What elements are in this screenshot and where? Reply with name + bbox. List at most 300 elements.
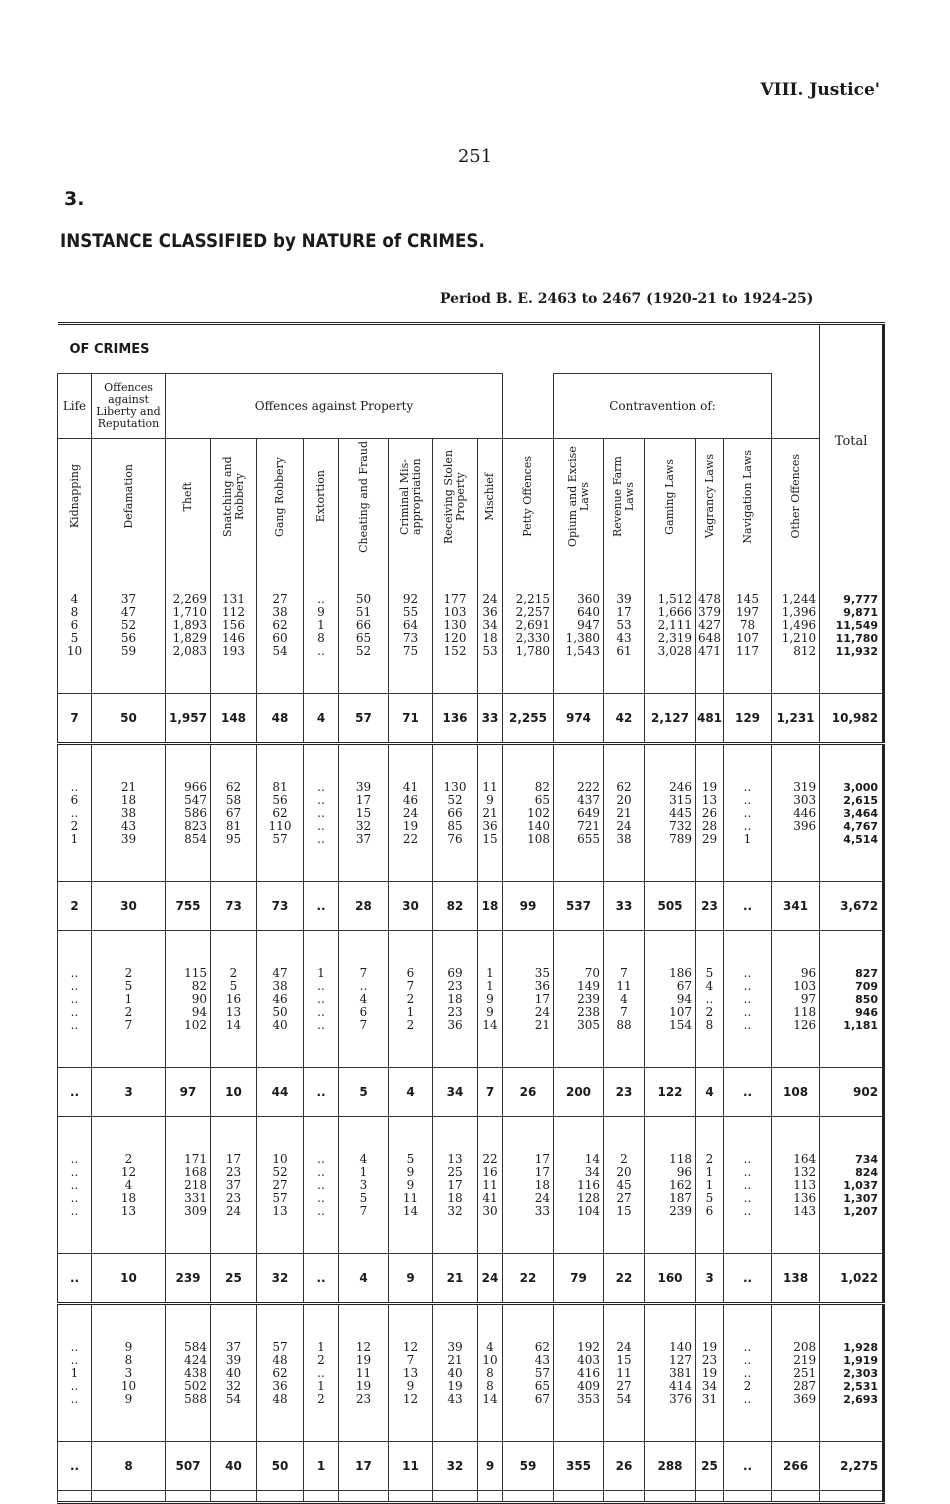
table-cell: 19 (701, 779, 718, 794)
summary-cell: 537 (554, 882, 604, 931)
data-column-cell (554, 959, 604, 1039)
data-block (58, 773, 884, 853)
table-cell: .. (743, 818, 752, 833)
data-column-cell (724, 1145, 772, 1225)
table-cell: .. (317, 1017, 325, 1032)
table-cell: 17 (355, 792, 372, 807)
table-cell: 502 (184, 1378, 207, 1393)
table-cell: 39 (120, 831, 137, 846)
data-column-cell (389, 773, 433, 853)
table-cell: 547 (184, 792, 207, 807)
table-cell: 70 (584, 965, 600, 980)
table-cell: 57 (534, 1365, 550, 1380)
summary-cell: 3 (92, 1068, 166, 1117)
data-column-cell (92, 959, 166, 1039)
table-cell: 34 (701, 1378, 718, 1393)
table-cell: 53 (616, 617, 632, 632)
table-cell: 376 (669, 1391, 692, 1406)
summary-cell: 10 (92, 1254, 166, 1304)
summary-row (58, 694, 884, 744)
table-cell: 19 (701, 1339, 718, 1354)
column-header (503, 439, 554, 558)
table-cell: 82 (534, 779, 550, 794)
table-cell: .. (70, 1017, 79, 1032)
table-cell: 29 (701, 831, 718, 846)
table-cell: 56 (272, 792, 288, 807)
data-column-cell (257, 1333, 304, 1413)
data-column-cell (433, 585, 478, 665)
data-column-cell (211, 773, 257, 853)
table-cell: 3,464 (843, 806, 879, 820)
column-header (339, 439, 389, 558)
table-cell: 38 (616, 831, 632, 846)
table-cell: 4,767 (843, 819, 879, 833)
table-cell: 9,871 (843, 605, 879, 619)
table-cell: 54 (272, 643, 288, 658)
table-cell (772, 833, 816, 846)
summary-cell: 288 (645, 1442, 696, 1491)
table-cell: .. (743, 1177, 752, 1192)
table-cell: 1,207 (843, 1204, 879, 1218)
table-cell: 1 (486, 978, 494, 993)
table-cell: 5 (406, 1151, 415, 1166)
table-cell: 69 (447, 965, 463, 980)
table-cell: 58 (225, 792, 242, 807)
table-cell: 92 (402, 591, 419, 606)
data-column-cell (304, 959, 339, 1039)
table-cell: 56 (120, 630, 137, 645)
data-column-cell (604, 585, 645, 665)
table-cell: 1,396 (781, 604, 817, 619)
table-cell: 34 (584, 1164, 600, 1179)
table-cell: 127 (669, 1352, 692, 1367)
table-cell: 827 (855, 966, 879, 980)
table-cell: 2 (620, 1151, 628, 1166)
column-header (724, 439, 772, 558)
data-column-cell (166, 773, 211, 853)
summary-cell: 129 (724, 694, 772, 744)
data-column-cell (503, 1145, 554, 1225)
table-cell: 162 (669, 1177, 692, 1192)
data-column-cell (478, 1145, 503, 1225)
data-column-cell (339, 585, 389, 665)
table-cell: 30 (482, 1203, 498, 1218)
table-cell: 67 (225, 805, 242, 820)
table-cell: 67 (534, 1391, 550, 1406)
table-cell: 131 (222, 591, 245, 606)
table-cell: 27 (272, 1177, 288, 1192)
table-cell: 41 (482, 1190, 498, 1205)
table-cell: 39 (616, 591, 632, 606)
data-column-cell (478, 773, 503, 853)
table-cell: 140 (669, 1339, 692, 1354)
data-column-cell (478, 585, 503, 665)
summary-cell: 32 (433, 1442, 478, 1491)
column-header-label: Extortion (314, 470, 327, 523)
table-cell: 37 (120, 591, 137, 606)
table-cell: 36 (447, 1017, 463, 1032)
table-cell: 95 (225, 831, 242, 846)
data-column-cell (166, 1333, 211, 1413)
table-cell: 43 (534, 1352, 550, 1367)
table-cell: 54 (616, 1391, 632, 1406)
table-cell: 1,666 (657, 604, 692, 619)
summary-cell: 11 (389, 1442, 433, 1491)
table-cell: 2 (705, 1151, 714, 1166)
table-cell: 1 (317, 617, 325, 632)
table-cell: 24 (534, 1004, 550, 1019)
table-cell: .. (70, 1004, 79, 1019)
table-cell: 40 (447, 1365, 463, 1380)
table-cell: 369 (793, 1391, 817, 1406)
table-cell: .. (70, 965, 79, 980)
table-cell: 50 (272, 1004, 288, 1019)
table-cell: 143 (793, 1203, 817, 1218)
summary-cell: 82 (433, 882, 478, 931)
table-cell: 4 (620, 991, 628, 1006)
table-cell: 50 (355, 591, 372, 606)
group-liberty: Offences against Liberty and Reputation (92, 374, 166, 439)
table-cell: 17 (616, 604, 632, 619)
summary-cell: 755 (166, 882, 211, 931)
table-cell: 9 (124, 1339, 133, 1354)
summary-cell: 18 (478, 882, 503, 931)
summary-cell: 239 (166, 1254, 211, 1304)
table-cell: 126 (793, 1017, 817, 1032)
data-column-cell (645, 1145, 696, 1225)
data-column-cell (166, 585, 211, 665)
summary-cell: 974 (554, 694, 604, 744)
table-cell: 13 (701, 792, 718, 807)
table-cell: 43 (447, 1391, 463, 1406)
table-cell: 1,496 (781, 617, 817, 632)
data-column-cell (724, 1333, 772, 1413)
table-cell: 18 (120, 792, 137, 807)
table-cell: 23 (447, 1004, 463, 1019)
table-cell: 7 (359, 1017, 368, 1032)
column-header-label: Opium and Excise Laws (565, 446, 591, 547)
summary-cell: 50 (257, 1442, 304, 1491)
table-cell: 3,000 (843, 780, 879, 794)
table-cell: 112 (222, 604, 245, 619)
page-number: 251 (457, 146, 493, 167)
table-cell: 17 (225, 1151, 242, 1166)
table-cell: 21 (534, 1017, 550, 1032)
table-cell: 12 (355, 1339, 372, 1354)
table-cell: 14 (225, 1017, 242, 1032)
data-column-cell (339, 1333, 389, 1413)
table-cell: 218 (184, 1177, 207, 1192)
table-cell: 20 (616, 1164, 632, 1179)
table-cell: 96 (800, 965, 817, 980)
table-cell: 732 (669, 818, 692, 833)
column-header-label: Defamation (121, 464, 135, 529)
table-cell: 28 (701, 818, 718, 833)
summary-cell: 200 (554, 1068, 604, 1117)
data-column-cell (211, 959, 257, 1039)
table-cell: 1 (359, 1164, 368, 1179)
data-column-cell (696, 1145, 724, 1225)
summary-cell: 10 (211, 1068, 257, 1117)
table-cell: 10 (272, 1151, 288, 1166)
table-cell: 5 (705, 1190, 714, 1205)
table-cell: .. (743, 805, 752, 820)
table-cell: 24 (482, 591, 498, 606)
summary-cell: 136 (433, 694, 478, 744)
table-cell: 76 (447, 831, 463, 846)
table-cell: 36 (482, 604, 498, 619)
table-cell: 10 (66, 643, 83, 658)
summary-cell: 1,957 (166, 694, 211, 744)
table-cell: 1 (317, 965, 325, 980)
table-cell: 854 (184, 831, 207, 846)
table-cell: 6 (406, 965, 415, 980)
column-header (478, 439, 503, 558)
summary-cell: 2,275 (820, 1442, 884, 1491)
summary-cell: .. (304, 882, 339, 931)
table-cell: 1,710 (172, 604, 207, 619)
table-cell: .. (743, 792, 752, 807)
table-cell: 2 (317, 1352, 325, 1367)
summary-cell: .. (58, 1442, 92, 1491)
table-cell: .. (743, 779, 752, 794)
table-cell: .. (743, 1339, 752, 1354)
table-cell: 75 (402, 643, 419, 658)
table-cell: 2 (406, 1017, 415, 1032)
table-cell: 120 (443, 630, 467, 645)
data-column-cell (58, 1333, 92, 1413)
table-cell: .. (317, 805, 325, 820)
data-column-cell (820, 773, 884, 853)
summary-row (58, 882, 884, 931)
table-cell: 7 (359, 1203, 368, 1218)
summary-cell: 7 (58, 694, 92, 744)
table-cell: .. (317, 1164, 325, 1179)
column-header-label: Snatching and Robbery (220, 456, 246, 537)
column-header-label: Cheating and Fraud (356, 440, 370, 553)
table-cell: 48 (272, 1352, 288, 1367)
summary-cell: 355 (554, 1442, 604, 1491)
table-cell: 164 (793, 1151, 817, 1166)
table-cell: 23 (701, 1352, 718, 1367)
column-header (389, 439, 433, 558)
table-cell: 3,028 (657, 643, 692, 658)
table-cell: 22 (482, 1151, 498, 1166)
table-cell: 9 (406, 1164, 415, 1179)
table-cell: 62 (272, 617, 288, 632)
data-column-cell (820, 585, 884, 665)
table-cell: 38 (120, 805, 137, 820)
table-cell: 27 (616, 1190, 632, 1205)
column-header (92, 439, 166, 558)
table-cell: 2 (124, 1151, 133, 1166)
table-cell: 8 (124, 1352, 133, 1367)
table-cell: 107 (669, 1004, 692, 1019)
column-header (645, 439, 696, 558)
summary-cell: 73 (211, 882, 257, 931)
table-cell: 67 (676, 978, 692, 993)
table-cell: 103 (793, 978, 817, 993)
table-cell: 7 (620, 1004, 628, 1019)
summary-cell: 2,127 (645, 694, 696, 744)
summary-cell: 79 (554, 1254, 604, 1304)
table-cell: 2,330 (515, 630, 550, 645)
data-column-cell (772, 1333, 820, 1413)
table-cell: 8 (705, 1017, 714, 1032)
summary-cell: .. (724, 1254, 772, 1304)
table-cell: 2,083 (172, 643, 207, 658)
summary-cell: 50 (92, 694, 166, 744)
table-cell: 2 (406, 991, 415, 1006)
summary-cell: 26 (604, 1442, 645, 1491)
table-cell: 51 (355, 604, 372, 619)
caption-of-crimes: OF CRIMES (69, 341, 150, 357)
table-cell: 1 (406, 1004, 415, 1019)
table-cell: 331 (184, 1190, 207, 1205)
table-cell: .. (317, 591, 325, 606)
summary-cell: 148 (211, 694, 257, 744)
table-cell: 6 (70, 617, 79, 632)
table-cell: 13 (225, 1004, 242, 1019)
table-cell: 305 (577, 1017, 600, 1032)
table-cell: 1,210 (781, 630, 817, 645)
summary-cell: 99 (503, 882, 554, 931)
column-header-label: Navigation Laws (740, 449, 754, 544)
table-cell: 8 (317, 630, 325, 645)
table-cell: 43 (616, 630, 632, 645)
summary-cell: 138 (772, 1254, 820, 1304)
table-cell: 13 (120, 1203, 137, 1218)
table-cell: 2,303 (843, 1366, 879, 1380)
table-cell: .. (743, 1391, 752, 1406)
column-header (772, 439, 820, 558)
data-column-cell (304, 1333, 339, 1413)
table-cell: 789 (669, 831, 692, 846)
summary-cell: 26 (503, 1068, 554, 1117)
data-column-cell (433, 1145, 478, 1225)
table-cell: 315 (669, 792, 692, 807)
table-cell: 9 (486, 991, 494, 1006)
table-cell: 1 (70, 831, 79, 846)
table-cell: 1,380 (565, 630, 600, 645)
table-cell: 59 (120, 643, 137, 658)
table-cell: 584 (184, 1339, 207, 1354)
data-column-cell (604, 1333, 645, 1413)
table-cell: 103 (443, 604, 467, 619)
summary-cell: 7 (478, 1068, 503, 1117)
table-cell: .. (317, 831, 325, 846)
data-column-cell (645, 959, 696, 1039)
table-cell: 11,780 (835, 631, 879, 645)
summary-cell: 122 (645, 1068, 696, 1117)
table-cell: 46 (402, 792, 419, 807)
table-cell: 110 (268, 818, 292, 833)
table-cell: 8 (486, 1365, 494, 1380)
table-cell: 52 (355, 643, 372, 658)
table-cell: .. (743, 1017, 752, 1032)
table-cell: 52 (272, 1164, 288, 1179)
summary-cell: 266 (772, 1442, 820, 1491)
table-cell: 823 (184, 818, 207, 833)
table-cell: 2,257 (515, 604, 550, 619)
table-cell: 379 (698, 604, 721, 619)
data-column-cell (554, 1333, 604, 1413)
summary-cell: 17 (339, 1442, 389, 1491)
table-cell: 146 (222, 630, 245, 645)
summary-cell: 48 (257, 694, 304, 744)
table-cell: .. (705, 991, 714, 1006)
data-block (58, 1333, 884, 1413)
table-cell: 32 (225, 1378, 242, 1393)
table-cell: 46 (272, 991, 288, 1006)
table-cell: 65 (534, 792, 550, 807)
table-cell: 24 (402, 805, 419, 820)
table-cell: 18 (447, 991, 463, 1006)
table-cell: 16 (482, 1164, 498, 1179)
table-cell: 208 (793, 1339, 817, 1354)
table-cell: 197 (736, 604, 759, 619)
table-cell: 14 (402, 1203, 419, 1218)
table-cell: 24 (225, 1203, 242, 1218)
data-column-cell (645, 773, 696, 853)
table-cell: 2 (229, 965, 238, 980)
summary-cell: 32 (257, 1254, 304, 1304)
summary-cell: 341 (772, 882, 820, 931)
table-cell: 9 (317, 604, 325, 619)
table-cell: .. (743, 1164, 752, 1179)
table-cell: 1 (317, 1339, 325, 1354)
table-cell: 2,615 (843, 793, 879, 807)
table-cell: 11,932 (835, 644, 879, 658)
table-cell: .. (317, 1004, 325, 1019)
table-cell: 96 (676, 1164, 692, 1179)
data-column-cell (696, 959, 724, 1039)
summary-cell: 42 (604, 694, 645, 744)
table-cell: 78 (739, 617, 756, 632)
table-cell: 118 (669, 1151, 692, 1166)
table-cell: 117 (736, 643, 759, 658)
table-cell: 7 (406, 1352, 415, 1367)
data-column-cell (772, 1145, 820, 1225)
table-cell: 40 (225, 1365, 242, 1380)
table-cell: 128 (577, 1190, 600, 1205)
table-cell: 52 (120, 617, 137, 632)
column-header (696, 439, 724, 558)
data-column-cell (604, 1145, 645, 1225)
summary-row (58, 1068, 884, 1117)
data-column-cell (645, 1333, 696, 1413)
table-cell: 5 (229, 978, 238, 993)
table-cell: 132 (793, 1164, 817, 1179)
data-column-cell (92, 773, 166, 853)
table-cell: 6 (70, 792, 79, 807)
table-cell: 2,693 (843, 1392, 879, 1406)
table-cell: 7 (406, 978, 415, 993)
table-cell: 13 (272, 1203, 288, 1218)
table-cell: 353 (577, 1391, 600, 1406)
data-column-cell (211, 585, 257, 665)
summary-cell: 97 (166, 1068, 211, 1117)
table-cell: 1,919 (843, 1353, 879, 1367)
table-cell: .. (317, 1365, 325, 1380)
table-cell: .. (317, 643, 325, 658)
table-cell: 94 (191, 1004, 207, 1019)
table-cell: 19 (355, 1378, 372, 1393)
table-cell: 11 (482, 779, 498, 794)
table-cell: 222 (577, 779, 600, 794)
table-cell: 16 (225, 991, 242, 1006)
table-cell: 1,829 (172, 630, 207, 645)
